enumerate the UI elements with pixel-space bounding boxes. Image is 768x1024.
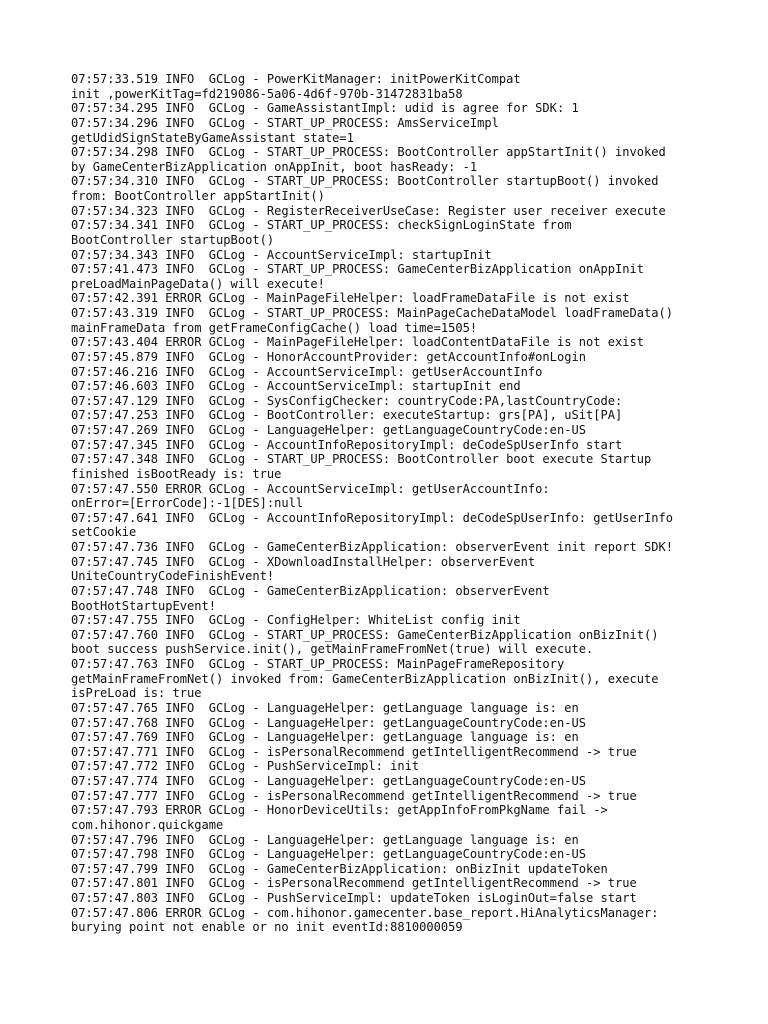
log-line: preLoadMainPageData() will execute! xyxy=(71,276,325,291)
log-line: 07:57:47.806 ERROR GCLog - com.hihonor.gamecenter.base_report.HiAnalyticsManager: xyxy=(71,905,659,920)
log-line: 07:57:47.801 INFO GCLog - isPersonalRecommend getIntelligentRecommend -> true xyxy=(71,876,637,891)
log-line: getMainFrameFromNet() invoked from: GameCenterBizApplication onBizInit(), execute xyxy=(71,671,659,686)
log-line: 07:57:47.755 INFO GCLog - ConfigHelper: WhiteList config init xyxy=(71,613,521,628)
log-line: 07:57:34.298 INFO GCLog - START_UP_PROCESS: BootController appStartInit() invoked xyxy=(71,145,666,160)
log-line: getUdidSignStateByGameAssistant state=1 xyxy=(71,130,354,145)
log-line: 07:57:47.550 ERROR GCLog - AccountServiceImpl: getUserAccountInfo: xyxy=(71,481,550,496)
log-line: 07:57:47.798 INFO GCLog - LanguageHelper: getLanguageCountryCode:en-US xyxy=(71,847,586,862)
log-line: 07:57:34.310 INFO GCLog - START_UP_PROCESS: BootController startupBoot() invoked xyxy=(71,174,659,189)
log-line: 07:57:47.796 INFO GCLog - LanguageHelper: getLanguage language is: en xyxy=(71,832,579,847)
log-line: 07:57:47.345 INFO GCLog - AccountInfoRepositoryImpl: deCodeSpUserInfo start xyxy=(71,437,623,452)
log-line: 07:57:47.799 INFO GCLog - GameCenterBizApplication: onBizInit updateToken xyxy=(71,861,608,876)
log-line: burying point not enable or no init eventId:8810000059 xyxy=(71,920,463,935)
log-line: 07:57:33.519 INFO GCLog - PowerKitManager: initPowerKitCompat xyxy=(71,72,521,86)
log-line: onError=[ErrorCode]:-1[DES]:null xyxy=(71,496,304,511)
log-line: 07:57:46.603 INFO GCLog - AccountServiceImpl: startupInit end xyxy=(71,379,521,394)
log-line: 07:57:47.772 INFO GCLog - PushServiceImpl: init xyxy=(71,759,420,774)
log-line: 07:57:43.319 INFO GCLog - START_UP_PROCESS: MainPageCacheDataModel loadFrameData() xyxy=(71,306,673,320)
log-line: 07:57:47.269 INFO GCLog - LanguageHelper: getLanguageCountryCode:en-US xyxy=(71,423,586,437)
log-line: isPreLoad is: true xyxy=(71,686,202,701)
log-line: 07:57:47.793 ERROR GCLog - HonorDeviceUtils: getAppInfoFromPkgName fail -> xyxy=(71,803,608,818)
log-line: 07:57:47.774 INFO GCLog - LanguageHelper: getLanguageCountryCode:en-US xyxy=(71,774,586,788)
log-line: BootHotStartupEvent! xyxy=(71,598,217,613)
log-document xyxy=(71,72,721,935)
log-line: 07:57:43.404 ERROR GCLog - MainPageFileHelper: loadContentDataFile is not exist xyxy=(71,335,644,350)
log-line: 07:57:42.391 ERROR GCLog - MainPageFileHelper: loadFrameDataFile is not exist xyxy=(71,291,630,306)
log-line: 07:57:45.879 INFO GCLog - HonorAccountProvider: getAccountInfo#onLogin xyxy=(71,349,586,364)
log-line: mainFrameData from getFrameConfigCache() load time=1505! xyxy=(71,320,478,335)
log-line: 07:57:47.763 INFO GCLog - START_UP_PROCESS: MainPageFrameRepository xyxy=(71,657,565,671)
log-line: 07:57:47.736 INFO GCLog - GameCenterBizApplication: observerEvent init report SDK! xyxy=(71,540,673,554)
log-line: finished isBootReady is: true xyxy=(71,466,282,481)
log-line: 07:57:34.296 INFO GCLog - START_UP_PROCESS: AmsServiceImpl xyxy=(71,115,499,130)
log-line: BootController startupBoot() xyxy=(71,232,275,247)
log-line: 07:57:47.768 INFO GCLog - LanguageHelper: getLanguageCountryCode:en-US xyxy=(71,715,586,730)
log-line: 07:57:47.641 INFO GCLog - AccountInfoRepositoryImpl: deCodeSpUserInfo: getUserInfo xyxy=(71,510,673,525)
log-line: 07:57:41.473 INFO GCLog - START_UP_PROCESS: GameCenterBizApplication onAppInit xyxy=(71,262,644,277)
log-line: 07:57:47.253 INFO GCLog - BootController: executeStartup: grs[PA], uSit[PA] xyxy=(71,408,623,423)
log-line: 07:57:47.348 INFO GCLog - START_UP_PROCESS: BootController boot execute Startup xyxy=(71,452,652,467)
log-line: by GameCenterBizApplication onAppInit, boot hasReady: -1 xyxy=(71,159,478,174)
log-line: com.hihonor.quickgame xyxy=(71,817,224,832)
log-line: boot success pushService.init(), getMainFrameFromNet(true) will execute. xyxy=(71,642,594,657)
log-line: 07:57:46.216 INFO GCLog - AccountServiceImpl: getUserAccountInfo xyxy=(71,364,543,379)
log-line: 07:57:47.765 INFO GCLog - LanguageHelper: getLanguage language is: en xyxy=(71,700,579,715)
log-line: 07:57:47.803 INFO GCLog - PushServiceImpl: updateToken isLoginOut=false start xyxy=(71,891,637,905)
log-line: setCookie xyxy=(71,525,137,540)
log-line: 07:57:47.777 INFO GCLog - isPersonalRecommend getIntelligentRecommend -> true xyxy=(71,788,637,803)
log-line: 07:57:47.748 INFO GCLog - GameCenterBizApplication: observerEvent xyxy=(71,583,550,598)
log-line: 07:57:47.771 INFO GCLog - isPersonalRecommend getIntelligentRecommend -> true xyxy=(71,744,637,759)
log-line: from: BootController appStartInit() xyxy=(71,189,325,203)
log-line: 07:57:34.341 INFO GCLog - START_UP_PROCESS: checkSignLoginState from xyxy=(71,218,572,233)
log-line: 07:57:34.295 INFO GCLog - GameAssistantImpl: udid is agree for SDK: 1 xyxy=(71,101,579,116)
log-line: 07:57:34.323 INFO GCLog - RegisterReceiverUseCase: Register user receiver execute xyxy=(71,203,666,218)
log-line: 07:57:47.745 INFO GCLog - XDownloadInstallHelper: observerEvent xyxy=(71,554,536,569)
log-line: 07:57:34.343 INFO GCLog - AccountServiceImpl: startupInit xyxy=(71,247,492,262)
log-line: init ,powerKitTag=fd219086-5a06-4d6f-970b-31472831ba58 xyxy=(71,86,463,101)
log-line: 07:57:47.769 INFO GCLog - LanguageHelper: getLanguage language is: en xyxy=(71,730,579,745)
log-line: UniteCountryCodeFinishEvent! xyxy=(71,569,275,584)
log-line: 07:57:47.129 INFO GCLog - SysConfigChecker: countryCode:PA,lastCountryCode: xyxy=(71,393,623,408)
log-line: 07:57:47.760 INFO GCLog - START_UP_PROCESS: GameCenterBizApplication onBizInit() xyxy=(71,627,659,642)
